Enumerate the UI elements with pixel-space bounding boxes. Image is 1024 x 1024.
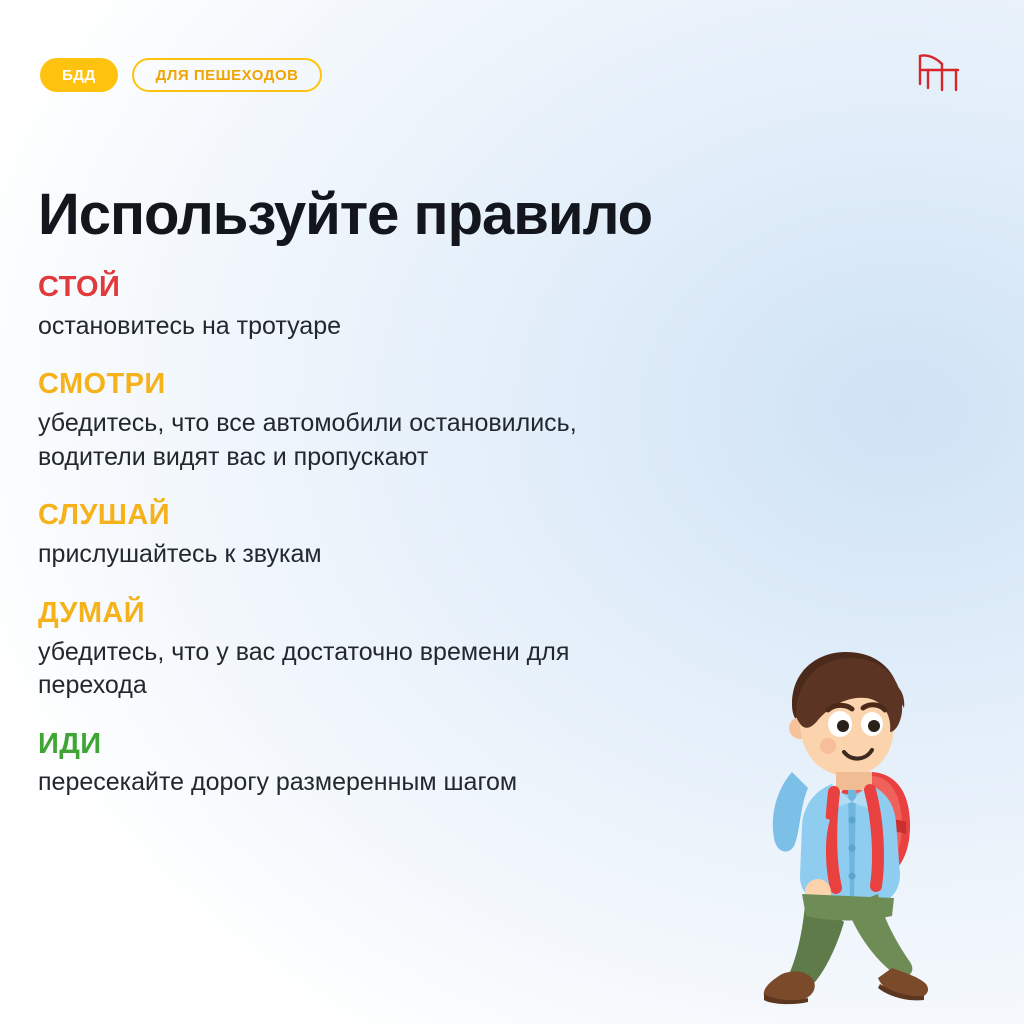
rule-desc-look: убедитесь, что все автомобили остановились, водители видят вас и пропускают [38,409,577,471]
rule-word-go: ИДИ [38,727,102,760]
rule-item [38,369,668,474]
rule-item [38,272,668,343]
rule-word-listen: СЛУШАЙ [38,499,170,532]
rule-item [38,500,668,571]
badge-row [40,58,322,92]
rule-desc-go: пересекайте дорогу размеренным шагом [38,768,518,797]
rule-desc-stop: остановитесь на тротуаре [38,311,342,340]
rule-item [38,729,668,800]
rule-word-think: ДУМАЙ [38,596,145,629]
rule-desc-listen: прислушайтесь к звукам [38,540,322,569]
badge-bdd: БДД [40,58,118,92]
rule-word-stop: СТОЙ [38,271,121,303]
rule-word-look: СМОТРИ [38,368,166,401]
rule-item [38,598,668,703]
badge-for-pedestrians: ДЛЯ ПЕШЕХОДОВ [132,58,323,92]
rules-list [38,272,668,826]
chair-logo-icon [906,50,966,102]
rule-desc-think: убедитесь, что у вас достаточно времени для перехода [38,637,570,700]
walking-boy-illustration [696,576,996,1006]
page-title: Используйте правило [38,181,653,247]
